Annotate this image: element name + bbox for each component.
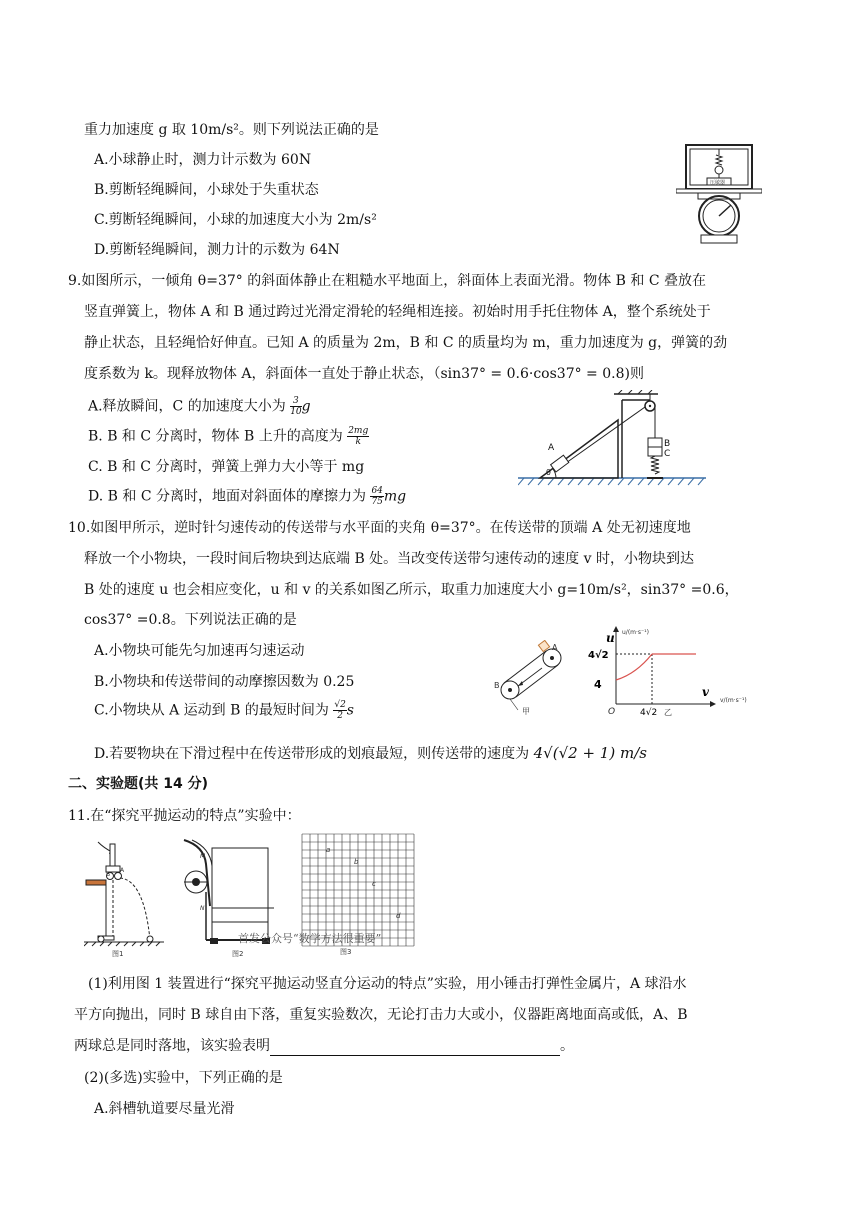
q9-option-b-fraction: $\frac{2mg}{k}$	[348, 426, 369, 447]
q8-figure	[676, 142, 762, 246]
q11-fig1-caption: 图1	[112, 950, 124, 958]
q10-line-4: cos37° =0.8。下列说法正确的是	[84, 612, 297, 628]
watermark: 首发公众号“数学方法很重要”	[238, 932, 382, 945]
q9-label-c: C	[664, 449, 671, 459]
q11-part1-line-2: 平方向抛出，同时 B 球自由下落，重复实验数次，无论打击力大或小，仪器距离地面高或低，A、B	[74, 1007, 688, 1023]
q9-option-c: C. B 和 C 分离时，弹簧上弹力大小等于 mg	[88, 459, 365, 475]
q10-option-c-fraction: $\frac{√2}{2}$	[334, 700, 346, 721]
q10-v-symbol: v	[702, 685, 709, 699]
q8-option-d: D.剪断轻绳瞬间，测力计的示数为 64N	[94, 242, 340, 258]
q10-y-tick-2: 4	[594, 678, 602, 691]
q9-line-3: 静止状态，且轻绳恰好伸直。已知 A 的质量为 2m，B 和 C 的质量均为 m，重力加速度为 g，弹簧的劲	[84, 335, 728, 351]
q11-stem: 11.在“探究平抛运动的特点”实验中：	[68, 808, 301, 824]
q9-option-d-fraction: $\frac{64}{75}$	[371, 486, 383, 507]
q11-point-a: a	[326, 846, 331, 854]
q9-option-a-fraction: $\frac{3}{10}$	[290, 396, 302, 417]
q8-option-a: A.小球静止时，测力计示数为 60N	[94, 152, 312, 168]
q9-option-a: A.释放瞬间，C 的加速度大小为 $\frac{3}{10}$ g	[88, 396, 311, 417]
q11-fig1-label-a: A	[120, 867, 125, 874]
q10-origin: O	[608, 707, 616, 716]
q11-part1-line-3: 两球总是同时落地，该实验表明 。	[74, 1038, 574, 1054]
q8-option-b: B.剪断轻绳瞬间，小球处于失重状态	[94, 182, 319, 198]
q10-v-axis: v/(m·s⁻¹)	[720, 697, 747, 704]
q9-line-4: 度系数为 k。现释放物体 A，斜面体一直处于静止状态，（sin37° = 0.6·cos37° = 0.8)则	[84, 366, 644, 382]
q9-label-theta: θ	[546, 468, 551, 477]
q10-line-1: 10.如图甲所示，逆时针匀速传动的传送带与水平面的夹角 θ=37°。在传送带的顶端 A 处无初速度地	[68, 520, 691, 536]
q11-fig2-caption: 图2	[232, 950, 244, 958]
q11-point-d: d	[396, 912, 401, 920]
q9-line-2: 竖直弹簧上，物体 A 和 B 通过跨过光滑定滑轮的轻绳相连接。初始时用手托住物体 A，整个系统处于	[84, 304, 711, 320]
q11-fig1-label-b: B	[106, 871, 111, 878]
q11-part2-option-a: A.斜槽轨道要尽量光滑	[94, 1101, 235, 1117]
q8-option-c: C.剪断轻绳瞬间，小球的加速度大小为 2m/s²	[94, 212, 377, 228]
q9-line-1: 9.如图所示，一倾角 θ=37° 的斜面体静止在粗糙水平地面上，斜面体上表面光滑。物体 B 和 C 叠放在	[68, 273, 707, 289]
q10-caption-jia: 甲	[522, 707, 530, 716]
q10-option-c: C.小物块从 A 运动到 B 的最短时间为 $\frac{√2}{2}$ s	[94, 700, 354, 721]
q10-figure-yi	[586, 624, 766, 716]
q10-u-symbol: u	[606, 631, 615, 645]
q9-label-b: B	[664, 439, 671, 449]
q10-label-a: A	[552, 643, 558, 652]
q11-point-c: c	[372, 880, 376, 888]
q11-answer-blank[interactable]	[270, 1041, 560, 1056]
q9-option-b: B. B 和 C 分离时，物体 B 上升的高度为 $\frac{2mg}{k}$	[88, 426, 369, 447]
q10-label-b: B	[494, 681, 500, 690]
q11-part1-line-1: (1)利用图 1 装置进行“探究平抛运动竖直分运动的特点”实验，用小锤击打弹性金属片，A 球沿水	[88, 976, 687, 992]
q10-figure-jia	[490, 640, 574, 716]
q10-option-d: D.若要物块在下滑过程中在传送带形成的划痕最短，则传送带的速度为 4√(√2 + 1) m/s	[94, 744, 647, 762]
q10-line-2: 释放一个小物块，一段时间后物块到达底端 B 处。当改变传送带匀速传动的速度 v 时，小物块到达	[84, 551, 694, 567]
q11-part2: (2)(多选)实验中，下列正确的是	[84, 1070, 283, 1086]
section-2-title: 二、实验题(共 14 分)	[68, 776, 209, 792]
q11-fig2-label-m: M	[200, 853, 206, 860]
q8-fig-label: 压敏器	[710, 180, 726, 186]
q10-y-tick-1: 4√2	[588, 650, 609, 661]
q11-fig2-label-n: N	[200, 905, 205, 912]
q10-option-b: B.小物块和传送带间的动摩擦因数为 0.25	[94, 674, 355, 690]
q10-x-tick: 4√2	[640, 708, 658, 716]
q11-figure-1	[84, 836, 164, 958]
q11-point-b: b	[354, 858, 359, 866]
q11-fig3-caption: 图3	[340, 948, 352, 956]
q10-u-axis: u/(m·s⁻¹)	[622, 629, 649, 636]
q10-option-a: A.小物块可能先匀加速再匀速运动	[94, 643, 305, 659]
q8-stem-tail: 重力加速度 g 取 10m/s²。则下列说法正确的是	[84, 122, 379, 138]
q9-figure	[518, 390, 708, 490]
q10-caption-yi: 乙	[664, 708, 672, 716]
q10-line-3: B 处的速度 u 也会相应变化，u 和 v 的关系如图乙所示，取重力加速度大小 g=10m/s²，sin37° =0.6，	[84, 582, 739, 598]
q9-option-d: D. B 和 C 分离时，地面对斜面体的摩擦力为 $\frac{64}{75}$ mg	[88, 486, 407, 507]
q9-label-a: A	[548, 443, 555, 453]
